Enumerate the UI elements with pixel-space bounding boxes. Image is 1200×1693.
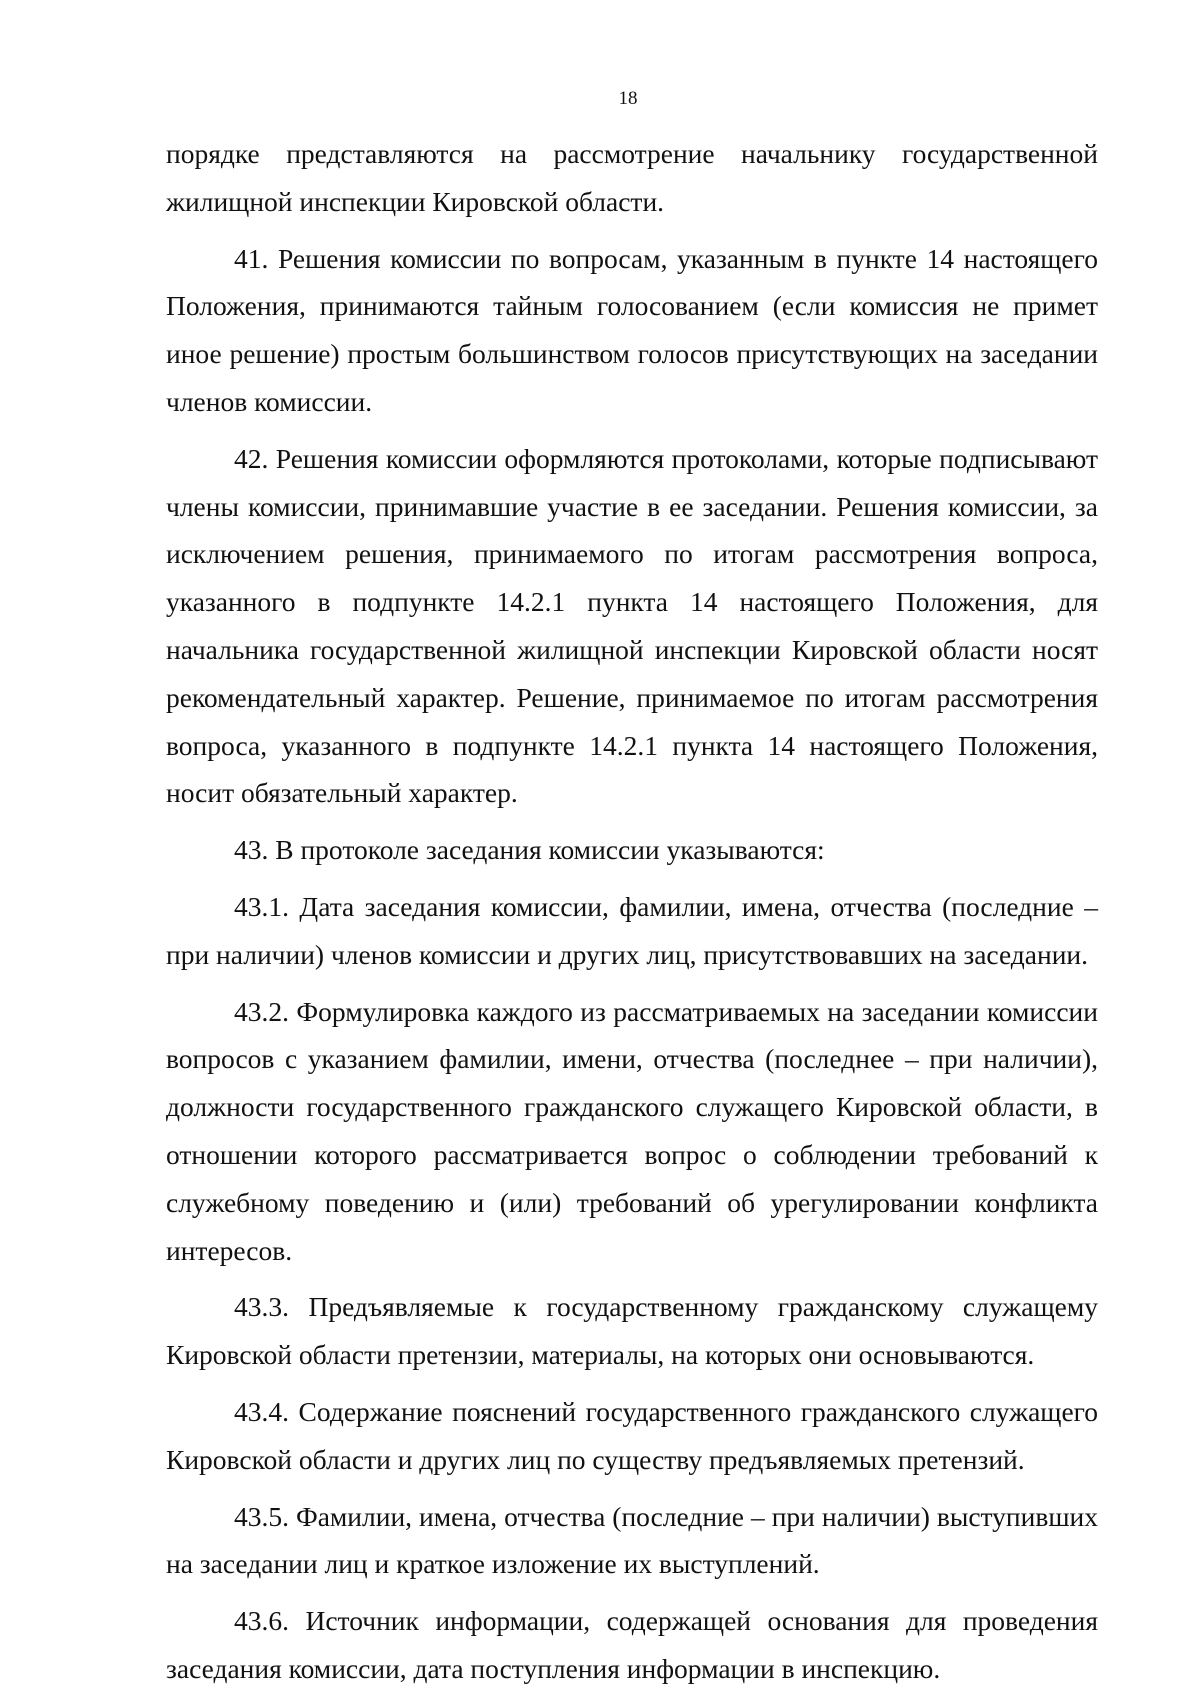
paragraph-43-4: 43.4. Содержание пояснений государственного гражданского служащего Кировской области и других лиц по существу предъявляемых претензий. bbox=[166, 1395, 1098, 1475]
paragraph-43: 43. В протоколе заседания комиссии указываются: bbox=[234, 834, 825, 866]
paragraph-42: 42. Решения комиссии оформляются протоколами, которые подписывают члены комиссии, принимавшие участие в ее заседании. Решения комиссии, за исключением решения, принимаемого по итогам рассмотрения вопроса, указанного в подпункте 14.2.1 пункта 14 настоящего Положения, для начальника государственной жилищной инспекции Кировской области носят рекомендательный характер. Решение, принимаемое по итогам рассмотрения вопроса, указанного в подпункте 14.2.1 пункта 14 настоящего Положения, носит обязательный характер. bbox=[166, 442, 1098, 809]
paragraph-43-2: 43.2. Формулировка каждого из рассматриваемых на заседании комиссии вопросов с указанием фамилии, имени, отчества (последнее – при наличии), должности государственного гражданского служащего Кировской области, в отношении которого рассматривается вопрос о соблюдении требований к служебному поведению и (или) требований об урегулировании конфликта интересов. bbox=[166, 995, 1098, 1266]
paragraph-43-3: 43.3. Предъявляемые к государственному гражданскому служащему Кировской области претензии, материалы, на которых они основываются. bbox=[166, 1291, 1098, 1371]
paragraph-continuation: порядке представляются на рассмотрение начальнику государственной жилищной инспекции Кировской области. bbox=[166, 138, 1098, 217]
paragraph-43-1: 43.1. Дата заседания комиссии, фамилии, имена, отчества (последние – при наличии) членов комиссии и других лиц, присутствовавших на заседании. bbox=[166, 890, 1098, 970]
paragraph-43-5: 43.5. Фамилии, имена, отчества (последние – при наличии) выступивших на заседании лиц и краткое изложение их выступлений. bbox=[166, 1500, 1098, 1580]
document-body bbox=[166, 130, 1098, 1693]
page-number: 18 bbox=[618, 88, 638, 109]
paragraph-43-6: 43.6. Источник информации, содержащей основания для проведения заседания комиссии, дата поступления информации в инспекцию. bbox=[166, 1605, 1098, 1684]
paragraph-41: 41. Решения комиссии по вопросам, указанным в пункте 14 настоящего Положения, принимаются тайным голосованием (если комиссия не примет иное решение) простым большинством голосов присутствующих на заседании членов комиссии. bbox=[166, 242, 1098, 417]
